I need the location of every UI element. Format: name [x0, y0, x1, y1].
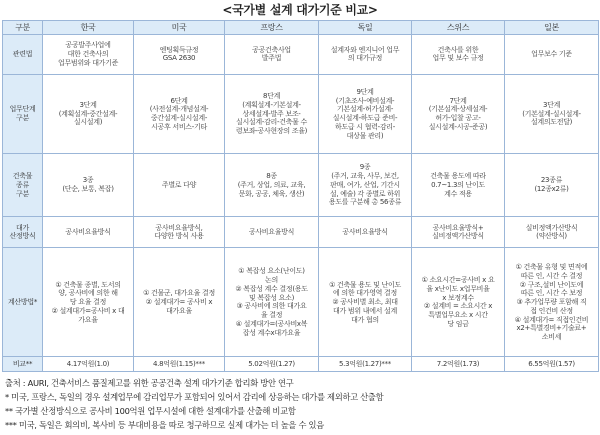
- table-cell: 6단계 (사전설계-개념설계- 중간설계-실시설계- 시공후 서비스-기타: [134, 74, 225, 154]
- row-label: 업무단계 구분: [3, 74, 43, 154]
- header-germany: 독일: [319, 21, 412, 35]
- table-cell: 공사비요율방식+ 실비정액가산방식: [412, 217, 505, 248]
- table-cell: ① 건축물 유형 및 면적에 따른 인, 시간 수 결정 ② 구조,설비 난이도에 따른 인, 시간 수 보정 ③ 추가업무량 포함해 직 접 인건비 산정 ④ 설계대가= 직접인건비 x2+특별경비+기술료+ 소비세: [505, 248, 599, 357]
- table-cell: 주별로 다양: [134, 154, 225, 217]
- table-cell: 건축물 용도에 따라 0.7~1.3의 난이도 계수 적용: [412, 154, 505, 217]
- table-cell: 7단계 (기본설계-상세설계- 허가-입찰 공고- 실시설계-시공-준공): [412, 74, 505, 154]
- table-cell: 공사비요율방식: [225, 217, 319, 248]
- table-cell: 7.2억원(1.73): [412, 357, 505, 372]
- row-fee-method: [3, 217, 599, 248]
- row-work-stages: [3, 74, 599, 154]
- table-cell: 엔팅획득규정 GSA 2630: [134, 35, 225, 75]
- row-label: 건축물 종류 구분: [3, 154, 43, 217]
- table-cell: 3단계 (계획설계-중간설계- 실시설계): [43, 74, 134, 154]
- table-cell: 9단계 (기초조사-예비설계- 기본설계-허가설계- 실시설계-하도급 준비- 하도급 시 협력-감리- 대상물 관리): [319, 74, 412, 154]
- table-cell: 6.55억원(1.57): [505, 357, 599, 372]
- header-switzerland: 스위스: [412, 21, 505, 35]
- table-cell: 9종 (주거, 교육, 사무, 보건, 판매, 여가, 산업, 기간시 설, 예술) 각 종별로 하위 용도를 구분해 총 56종류: [319, 154, 412, 217]
- header-japan: 일본: [505, 21, 599, 35]
- table-cell: 3종 (단순, 보통, 복잡): [43, 154, 134, 217]
- table-cell: ① 소요시간=공사비 x 요 율 x난이도 x업무비율 x 보정계수 ② 설계비 = 소요시간 x 특별업무요소 x 시간 당 임금: [412, 248, 505, 357]
- table-cell: 설계자와 엔지니어 업무 의 대가규정: [319, 35, 412, 75]
- table-cell: 5.02억원(1.27): [225, 357, 319, 372]
- row-label: 대가 산정방식: [3, 217, 43, 248]
- table-cell: 건축사를 위한 업무 및 보수 규정: [412, 35, 505, 75]
- table-cell: 공공건축사업 발주법: [225, 35, 319, 75]
- table-cell: 8단계 (계획설계-기본설계- 상세설계-발주 보조- 실시설계-감리-건축물 수 령보좌-공사현장의 조율): [225, 74, 319, 154]
- row-related-law: [3, 35, 599, 75]
- table-cell: 업무보수 기준: [505, 35, 599, 75]
- header-usa: 미국: [134, 21, 225, 35]
- comparison-table: [2, 20, 599, 372]
- source-note: 출처 : AURI, 건축서비스 품질제고를 위한 공공건축 설계 대가기준 합리화 방안 연구: [5, 378, 294, 388]
- table-cell: 실비정액가산방식 (약산방식): [505, 217, 599, 248]
- table-cell: 공공발주사업에 대한 건축사의 업무범위와 대가기준: [43, 35, 134, 75]
- table-cell: 8종 (주거, 상업, 의료, 교육, 문화, 공공, 체육, 생산): [225, 154, 319, 217]
- header-france: 프랑스: [225, 21, 319, 35]
- row-label: 비교**: [3, 357, 43, 372]
- row-calculation: [3, 248, 599, 357]
- row-building-types: [3, 154, 599, 217]
- table-cell: 공사비요율방식: [43, 217, 134, 248]
- footnote-2: ** 국가별 산정방식으로 공사비 100억원 업무시설에 대한 설계대가를 산출해 비교함: [5, 406, 296, 416]
- header-category: 구분: [3, 21, 43, 35]
- table-cell: ① 복잡성 요소(난이도) 논의 ② 복잡성 계수 결정(용도 및 복잡성 요소) ③ 공사비에 의한 대가요 율 결정 ④ 설계대가=(공사비x복 잡성 계수x대가요율: [225, 248, 319, 357]
- table-cell: ① 건축물 용도 및 난이도 에 의한 대가영역 결정 ② 공사비별 최소, 최대 대가 범위 내에서 설계 대가 협의: [319, 248, 412, 357]
- table-cell: ① 건축물 종별, 도서의 양, 공사비에 의한 해 당 요율 결정 ② 설계대가=공사비 x 대 가요율: [43, 248, 134, 357]
- table-cell: 공사비요율방식, 다양한 방식 사용: [134, 217, 225, 248]
- header-korea: 한국: [43, 21, 134, 35]
- row-comparison: [3, 357, 599, 372]
- table-cell: 5.3억원(1.27)***: [319, 357, 412, 372]
- table-cell: 3단계 (기본설계-실시설계- 설계의도전달): [505, 74, 599, 154]
- table-cell: 공사비요율방식: [319, 217, 412, 248]
- table-title: <국가별 설계 대가기준 비교>: [222, 3, 378, 17]
- table-cell: 4.8억원(1.15)***: [134, 357, 225, 372]
- table-cell: 4.17억원(1.0): [43, 357, 134, 372]
- table-cell: ① 건물군, 대가요율 결정 ② 설계대가= 공사비 x 대가요율: [134, 248, 225, 357]
- table-cell: 23종류 (12종x2류): [505, 154, 599, 217]
- footnote-1: * 미국, 프랑스, 독일의 경우 설계업무에 감리업무가 포함되어 있어서 감리에 상응하는 대가를 제외하고 산출함: [5, 392, 384, 402]
- row-label: 계산방법*: [3, 248, 43, 357]
- header-row: [3, 21, 599, 35]
- row-label: 관련법: [3, 35, 43, 75]
- footnote-3: *** 미국, 독일은 회의비, 복사비 등 부대비용을 따로 청구하므로 실제 대가는 더 높을 수 있음: [5, 420, 324, 430]
